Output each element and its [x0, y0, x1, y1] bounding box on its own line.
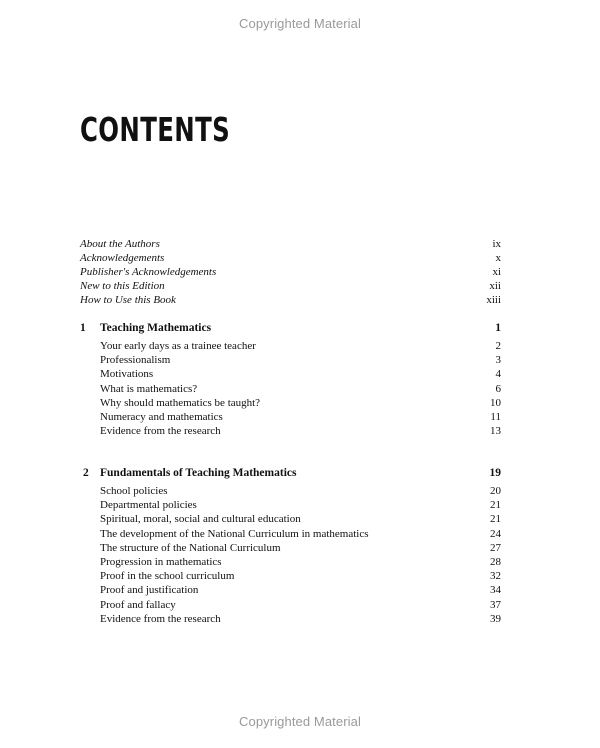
chapter-title: Fundamentals of Teaching Mathematics [100, 467, 297, 479]
toc-section-entry [0, 367, 600, 382]
section-title: The development of the National Curriculum in mathematics [100, 528, 369, 540]
chapter-page: 19 [489, 467, 501, 479]
toc-entry-title: About the Authors [80, 238, 160, 250]
section-page: 21 [490, 499, 501, 511]
section-title: Progression in mathematics [100, 556, 222, 568]
toc-section-entry [0, 512, 600, 527]
chapter-number: 2 [83, 467, 89, 479]
section-page: 27 [490, 542, 501, 554]
toc-section-entry [0, 498, 600, 513]
toc-chapter-heading [0, 466, 600, 481]
toc-entry-page: xii [489, 280, 501, 292]
toc-front-entry [0, 279, 600, 294]
toc-entry-title: Publisher's Acknowledgements [80, 266, 217, 278]
toc-section-entry [0, 396, 600, 411]
section-title: Proof and justification [100, 584, 199, 596]
section-page: 39 [490, 613, 501, 625]
section-title: The structure of the National Curriculum [100, 542, 281, 554]
toc-section-entry [0, 424, 600, 439]
toc-section-entry [0, 569, 600, 584]
section-page: 24 [490, 528, 501, 540]
toc-section-entry [0, 353, 600, 368]
section-page: 3 [495, 354, 501, 366]
toc-section-entry [0, 583, 600, 598]
section-title: Why should mathematics be taught? [100, 397, 261, 409]
toc-section-entry [0, 555, 600, 570]
toc-section-entry [0, 598, 600, 613]
toc-front-entry [0, 265, 600, 280]
section-page: 20 [490, 485, 501, 497]
chapter-page: 1 [495, 322, 501, 334]
section-title: Evidence from the research [100, 425, 221, 437]
toc-section-entry [0, 410, 600, 425]
watermark-bottom: Copyrighted Material [239, 714, 361, 729]
section-title: Your early days as a trainee teacher [100, 340, 256, 352]
toc-entry-page: x [495, 252, 501, 264]
section-title: Spiritual, moral, social and cultural education [100, 513, 301, 525]
section-title: What is mathematics? [100, 383, 198, 395]
section-page: 32 [490, 570, 501, 582]
section-title: Professionalism [100, 354, 171, 366]
toc-front-entry [0, 237, 600, 252]
toc-front-entry [0, 293, 600, 308]
section-page: 13 [490, 425, 501, 437]
section-title: Numeracy and mathematics [100, 411, 223, 423]
section-title: School policies [100, 485, 168, 497]
section-page: 4 [495, 368, 501, 380]
toc-entry-page: xi [492, 266, 501, 278]
toc-entry-page: xiii [486, 294, 501, 306]
section-page: 37 [490, 599, 501, 611]
section-page: 2 [495, 340, 501, 352]
section-page: 6 [495, 383, 501, 395]
toc-chapter-heading [0, 321, 600, 336]
toc-section-entry [0, 382, 600, 397]
toc-section-entry [0, 484, 600, 499]
section-title: Motivations [100, 368, 154, 380]
toc-front-entry [0, 251, 600, 266]
toc-entry-title: New to this Edition [80, 280, 165, 292]
section-title: Departmental policies [100, 499, 197, 511]
chapter-number: 1 [80, 322, 86, 334]
toc-entry-title: Acknowledgements [80, 252, 165, 264]
toc-section-entry [0, 541, 600, 556]
chapter-title: Teaching Mathematics [100, 322, 212, 334]
watermark-top: Copyrighted Material [239, 16, 361, 31]
toc-section-entry [0, 339, 600, 354]
section-page: 21 [490, 513, 501, 525]
page-title: CONTENTS [80, 110, 231, 149]
section-page: 34 [490, 584, 501, 596]
section-page: 28 [490, 556, 501, 568]
toc-section-entry [0, 612, 600, 627]
section-page: 10 [490, 397, 501, 409]
section-title: Proof and fallacy [100, 599, 176, 611]
toc-entry-page: ix [492, 238, 501, 250]
toc-entry-title: How to Use this Book [80, 294, 176, 306]
section-title: Evidence from the research [100, 613, 221, 625]
section-page: 11 [490, 411, 501, 423]
section-title: Proof in the school curriculum [100, 570, 235, 582]
toc-section-entry [0, 527, 600, 542]
